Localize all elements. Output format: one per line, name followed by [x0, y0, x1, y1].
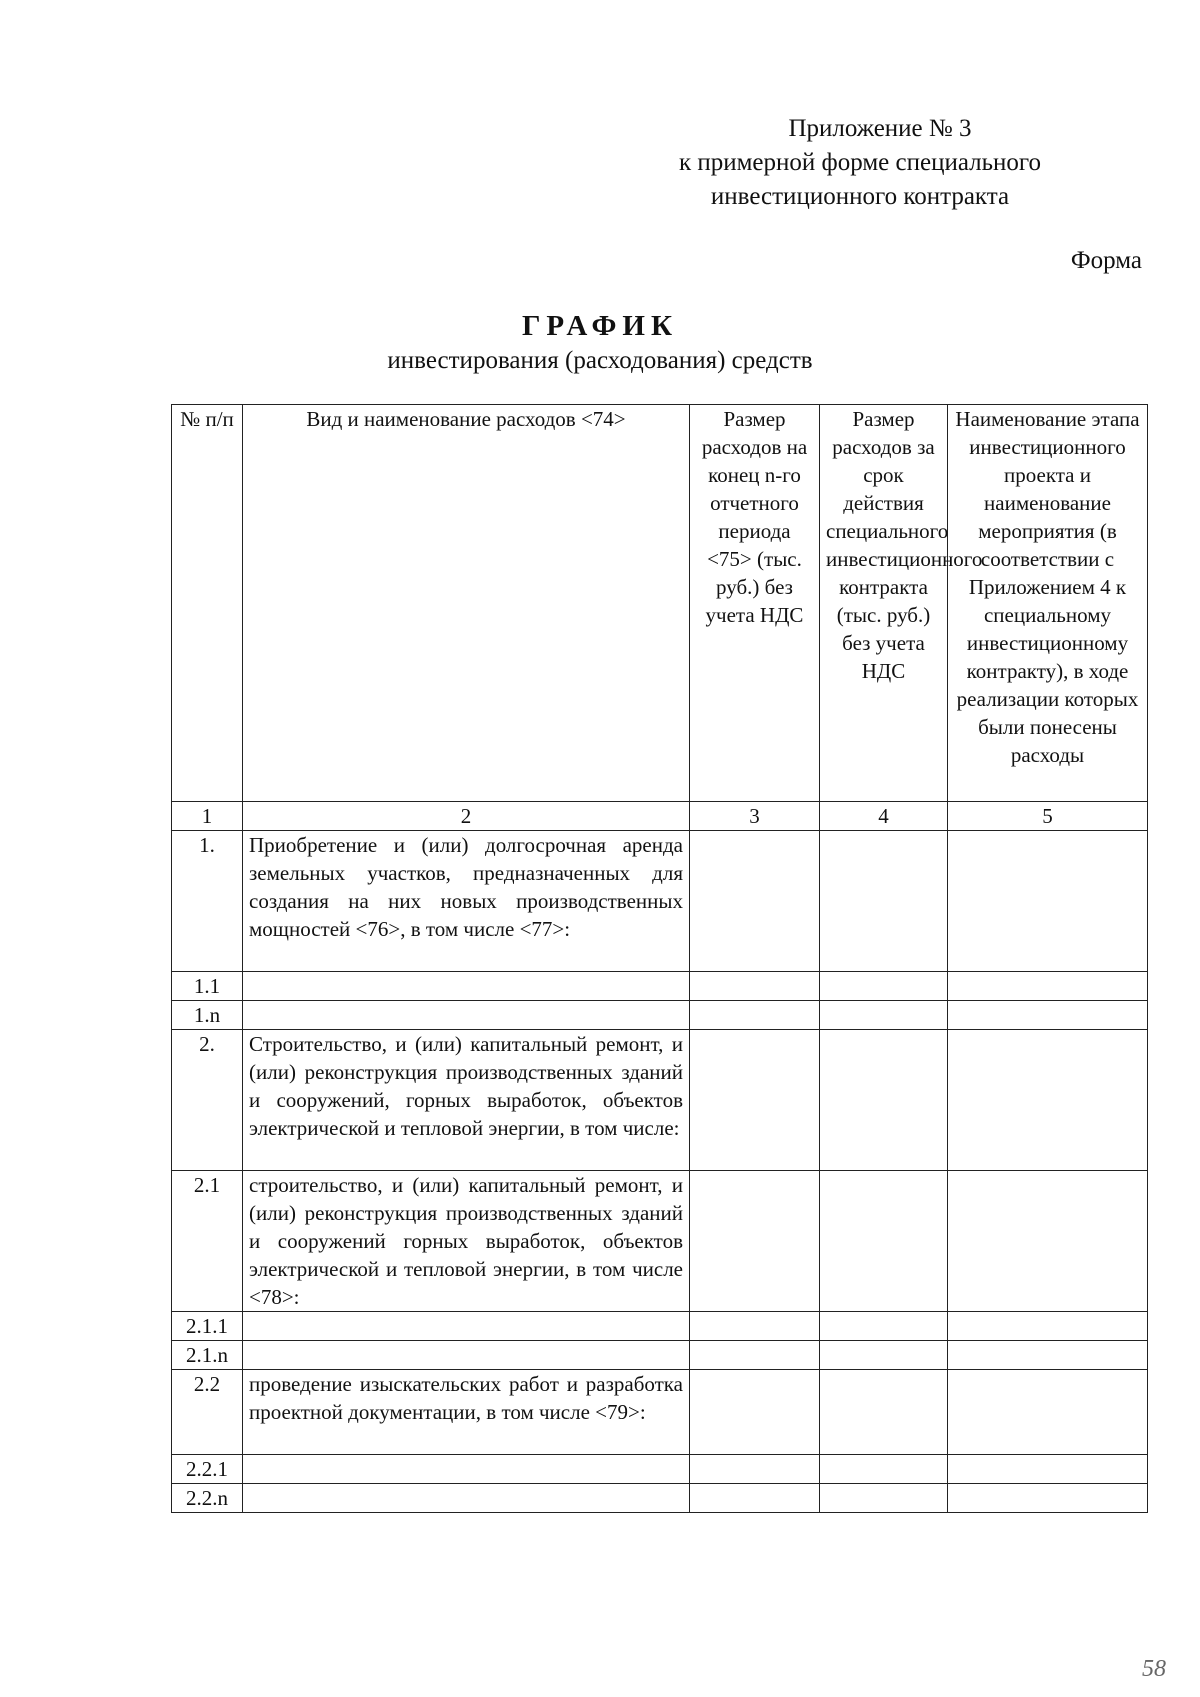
row-number: 2.2	[172, 1370, 243, 1455]
row-cell	[690, 1370, 820, 1455]
row-cell	[820, 972, 948, 1001]
row-description	[243, 1455, 690, 1484]
row-description	[243, 1484, 690, 1513]
row-cell	[820, 1455, 948, 1484]
row-cell	[690, 1455, 820, 1484]
row-cell	[820, 1030, 948, 1171]
row-cell	[948, 1030, 1148, 1171]
column-number: 4	[820, 802, 948, 831]
row-description: Приобретение и (или) долгосрочная аренда земельных участков, предназначенных для создания на них новых производственных мощностей <76>, в том числе <77>:	[243, 831, 690, 972]
row-cell	[820, 1484, 948, 1513]
table-row	[172, 1370, 1148, 1455]
investment-schedule-table	[171, 404, 1148, 1513]
row-cell	[690, 1171, 820, 1312]
row-cell	[948, 1312, 1148, 1341]
table-row	[172, 1312, 1148, 1341]
appendix-title: Приложение № 3	[788, 115, 972, 142]
row-cell	[948, 831, 1148, 972]
header-number: № п/п	[172, 405, 243, 802]
row-cell	[690, 1312, 820, 1341]
row-cell	[690, 1341, 820, 1370]
row-cell	[820, 831, 948, 972]
table-header-row	[172, 405, 1148, 802]
header-expense-type: Вид и наименование расходов <74>	[243, 405, 690, 802]
row-cell	[820, 1001, 948, 1030]
row-cell	[690, 831, 820, 972]
table-row	[172, 1341, 1148, 1370]
row-description	[243, 972, 690, 1001]
column-number: 5	[948, 802, 1148, 831]
column-number: 2	[243, 802, 690, 831]
row-number: 2.2.n	[172, 1484, 243, 1513]
table-row	[172, 1001, 1148, 1030]
appendix-reference	[600, 112, 1120, 214]
table-row	[172, 1171, 1148, 1312]
document-subtitle: инвестирования (расходования) средств	[387, 347, 813, 374]
row-cell	[820, 1171, 948, 1312]
header-contract-amount: Размер расходов за срок действия специального инвестиционного контракта (тыс. руб.) без учета НДС	[820, 405, 948, 802]
row-number: 2.	[172, 1030, 243, 1171]
row-number: 2.1.n	[172, 1341, 243, 1370]
row-number: 1.1	[172, 972, 243, 1001]
row-number: 1.	[172, 831, 243, 972]
row-cell	[948, 1370, 1148, 1455]
header-period-amount: Размер расходов на конец n-го отчетного периода <75> (тыс. руб.) без учета НДС	[690, 405, 820, 802]
form-label: Форма	[1070, 247, 1142, 274]
row-cell	[820, 1370, 948, 1455]
row-cell	[948, 1341, 1148, 1370]
row-cell	[948, 1455, 1148, 1484]
table-row	[172, 1455, 1148, 1484]
row-number: 2.1	[172, 1171, 243, 1312]
document-heading	[0, 308, 1200, 378]
column-number: 1	[172, 802, 243, 831]
table-row	[172, 1030, 1148, 1171]
row-cell	[690, 1484, 820, 1513]
row-number: 2.1.1	[172, 1312, 243, 1341]
row-cell	[948, 1484, 1148, 1513]
row-description	[243, 1312, 690, 1341]
row-cell	[690, 1001, 820, 1030]
row-cell	[690, 1030, 820, 1171]
appendix-line-3: инвестиционного контракта	[710, 183, 1010, 210]
row-number: 1.n	[172, 1001, 243, 1030]
row-cell	[820, 1341, 948, 1370]
row-cell	[948, 1171, 1148, 1312]
row-cell	[690, 972, 820, 1001]
row-description: проведение изыскательских работ и разработка проектной документации, в том числе <79>:	[243, 1370, 690, 1455]
table-row	[172, 831, 1148, 972]
page-number: 58	[1142, 1656, 1166, 1682]
document-title: ГРАФИК	[521, 310, 679, 342]
row-description: строительство, и (или) капитальный ремонт, и (или) реконструкция производственных зданий и сооружений горных выработок, объектов электрической и тепловой энергии, в том числе <78>:	[243, 1171, 690, 1312]
row-description	[243, 1341, 690, 1370]
row-description: Строительство, и (или) капитальный ремонт, и (или) реконструкция производственных зданий и сооружений, горных выработок, объектов электрической и тепловой энергии, в том числе:	[243, 1030, 690, 1171]
row-cell	[948, 972, 1148, 1001]
table-row	[172, 1484, 1148, 1513]
row-description	[243, 1001, 690, 1030]
row-number: 2.2.1	[172, 1455, 243, 1484]
header-stage-name: Наименование этапа инвестиционного проекта и наименование мероприятия (в соответствии с Приложением 4 к специальному инвестиционному контракту), в ходе реализации которых были понесены расходы	[948, 405, 1148, 802]
row-cell	[948, 1001, 1148, 1030]
column-number-row	[172, 802, 1148, 831]
column-number: 3	[690, 802, 820, 831]
table-row	[172, 972, 1148, 1001]
row-cell	[820, 1312, 948, 1341]
appendix-line-2: к примерной форме специального	[678, 149, 1042, 176]
